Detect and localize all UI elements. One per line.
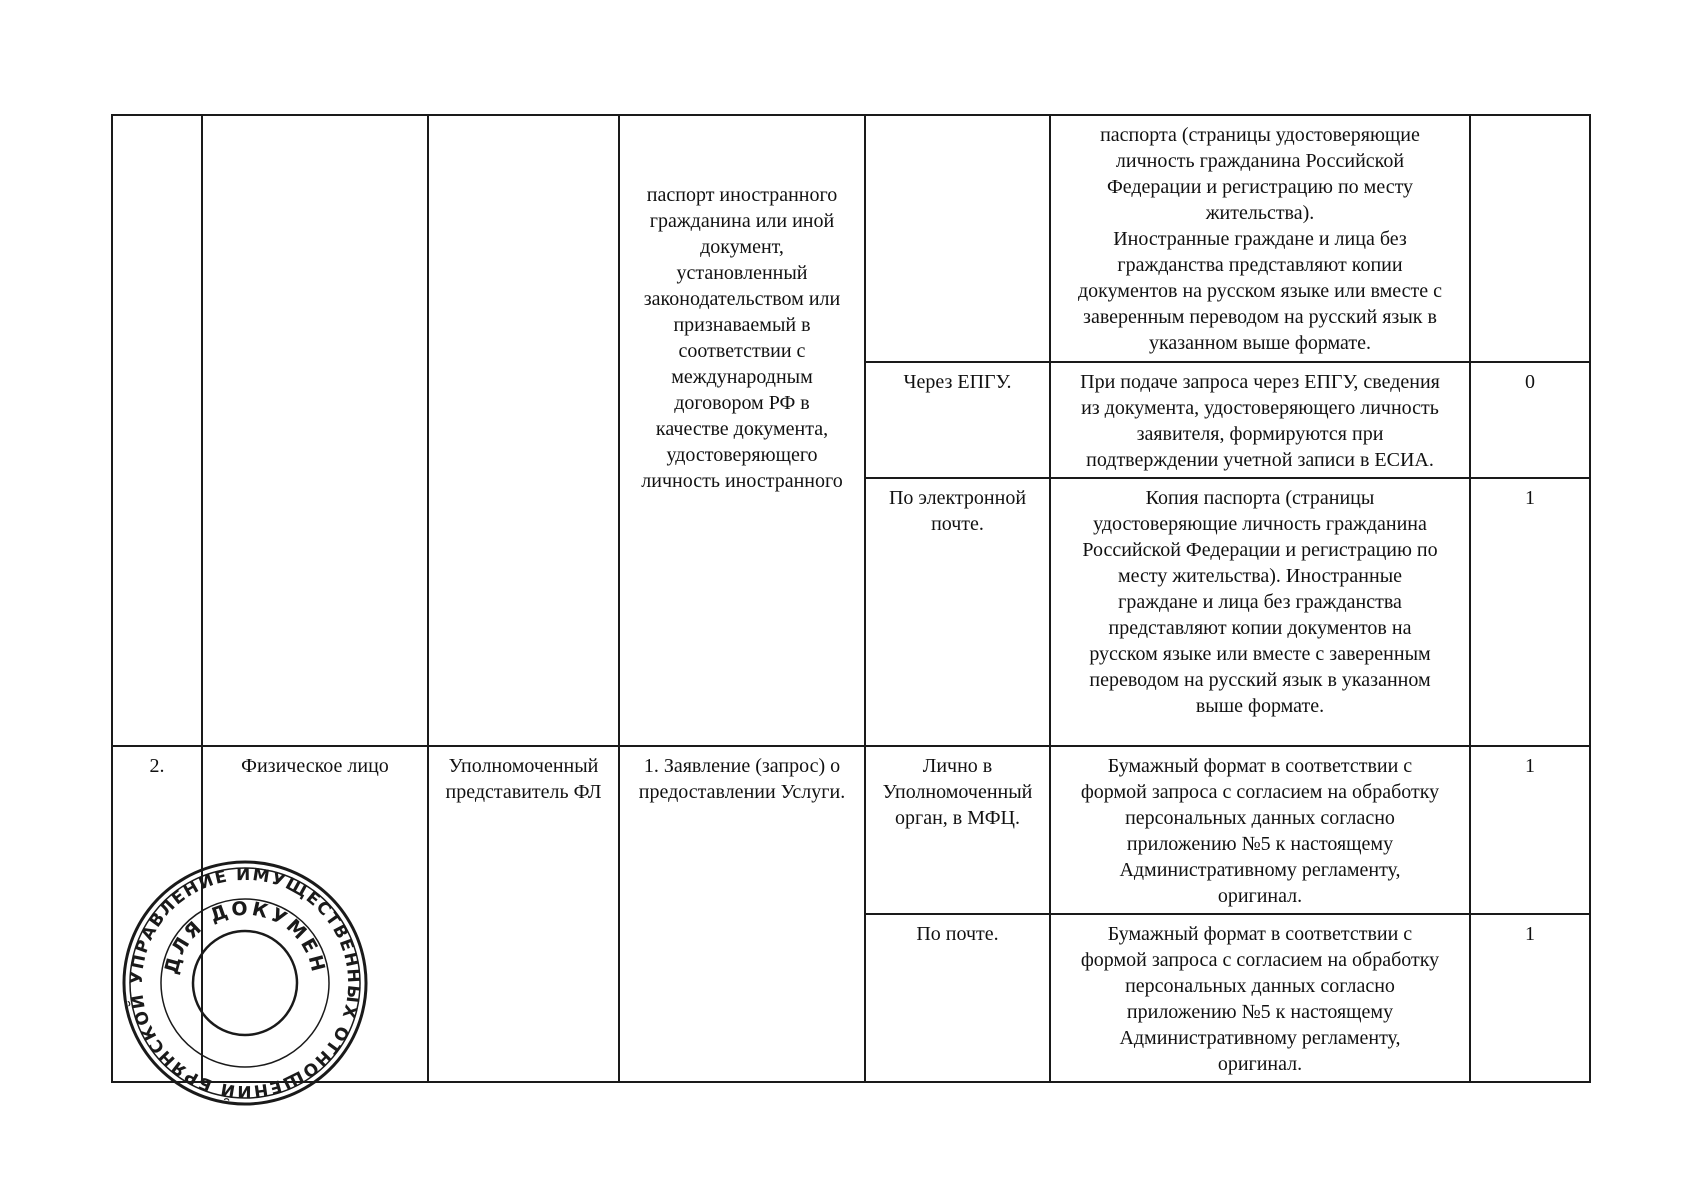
count-cell (1470, 362, 1590, 478)
applicant-cell (202, 746, 428, 1082)
requirements-cell (1050, 478, 1470, 746)
submission-method-cell (865, 362, 1050, 478)
count-text: 1 (1525, 755, 1535, 777)
document-table (111, 114, 1591, 1083)
count-cell (1470, 115, 1590, 362)
number-cell (112, 746, 202, 1082)
requirements-text: Бумажный формат в соответствии с формой запроса с согласием на обработку персональных данных согласно приложению №5 к настоящему Административному регламенту, оригинал. (1080, 923, 1440, 1075)
applicant-text: Физическое лицо (241, 755, 389, 777)
row-number: 2. (149, 755, 165, 777)
number-cell (112, 115, 202, 746)
requirements-text: При подаче запроса через ЕПГУ, сведения из документа, удостоверяющего личность заявителя, формируются при подтверждении учетной записи в ЕСИА. (1080, 371, 1440, 471)
requirements-cell (1050, 115, 1470, 362)
submission-method-text: По электронной почте. (888, 487, 1027, 535)
table-row (112, 115, 1590, 362)
document-type-text: 1. Заявление (запрос) о предоставлении Услуги. (638, 755, 846, 803)
requirements-cell (1050, 362, 1470, 478)
count-text: 1 (1525, 487, 1535, 509)
count-cell (1470, 914, 1590, 1082)
document-type-text: паспорт иностранного гражданина или иной документ, установленный законодательством или признаваемый в соответствии с международным договором РФ в качестве документа, удостоверяющего личность иностранного (641, 184, 843, 492)
requirements-text: Бумажный формат в соответствии с формой запроса с согласием на обработку персональных данных согласно приложению №5 к настоящему Административному регламенту, оригинал. (1080, 755, 1440, 907)
requirements-text: Копия паспорта (страницы удостоверяющие личность гражданина Российской Федерации и регистрацию по месту жительства). Иностранные граждане и лица без гражданства представляют копии документов на русском языке или вместе с заверенным переводом на русский язык в указанном выше формате. (1082, 487, 1438, 717)
table-row (112, 746, 1590, 914)
seal-inner-text: ДЛЯ ДОКУМЕНТОВ (160, 897, 330, 977)
submission-method-cell (865, 115, 1050, 362)
representative-text: Уполномоченный представитель ФЛ (445, 755, 602, 803)
document-type-cell (619, 115, 865, 746)
submission-method-text: Лично в Уполномоченный орган, в МФЦ. (882, 755, 1033, 829)
requirements-text: паспорта (страницы удостоверяющие личность гражданина Российской Федерации и регистрацию по месту жительства). Иностранные граждане и лица без гражданства представляют копии документов на русском языке или вместе с заверенным переводом на русский язык в указанном выше формате. (1077, 124, 1443, 354)
document-type-cell (619, 746, 865, 1082)
count-text: 1 (1525, 923, 1535, 945)
submission-method-cell (865, 746, 1050, 914)
applicant-cell (202, 115, 428, 746)
count-text: 0 (1525, 371, 1535, 393)
submission-method-cell (865, 914, 1050, 1082)
count-cell (1470, 478, 1590, 746)
submission-method-text: Через ЕПГУ. (903, 371, 1012, 393)
submission-method-cell (865, 478, 1050, 746)
representative-cell (428, 115, 619, 746)
representative-cell (428, 746, 619, 1082)
seal-outer-text: УПРАВЛЕНИЕ ИМУЩЕСТВЕННЫХ ОТНОШЕНИЙ БРЯНСКОЙ (126, 864, 364, 1102)
count-cell (1470, 746, 1590, 914)
requirements-cell (1050, 914, 1470, 1082)
submission-method-text: По почте. (916, 923, 999, 945)
requirements-cell (1050, 746, 1470, 914)
